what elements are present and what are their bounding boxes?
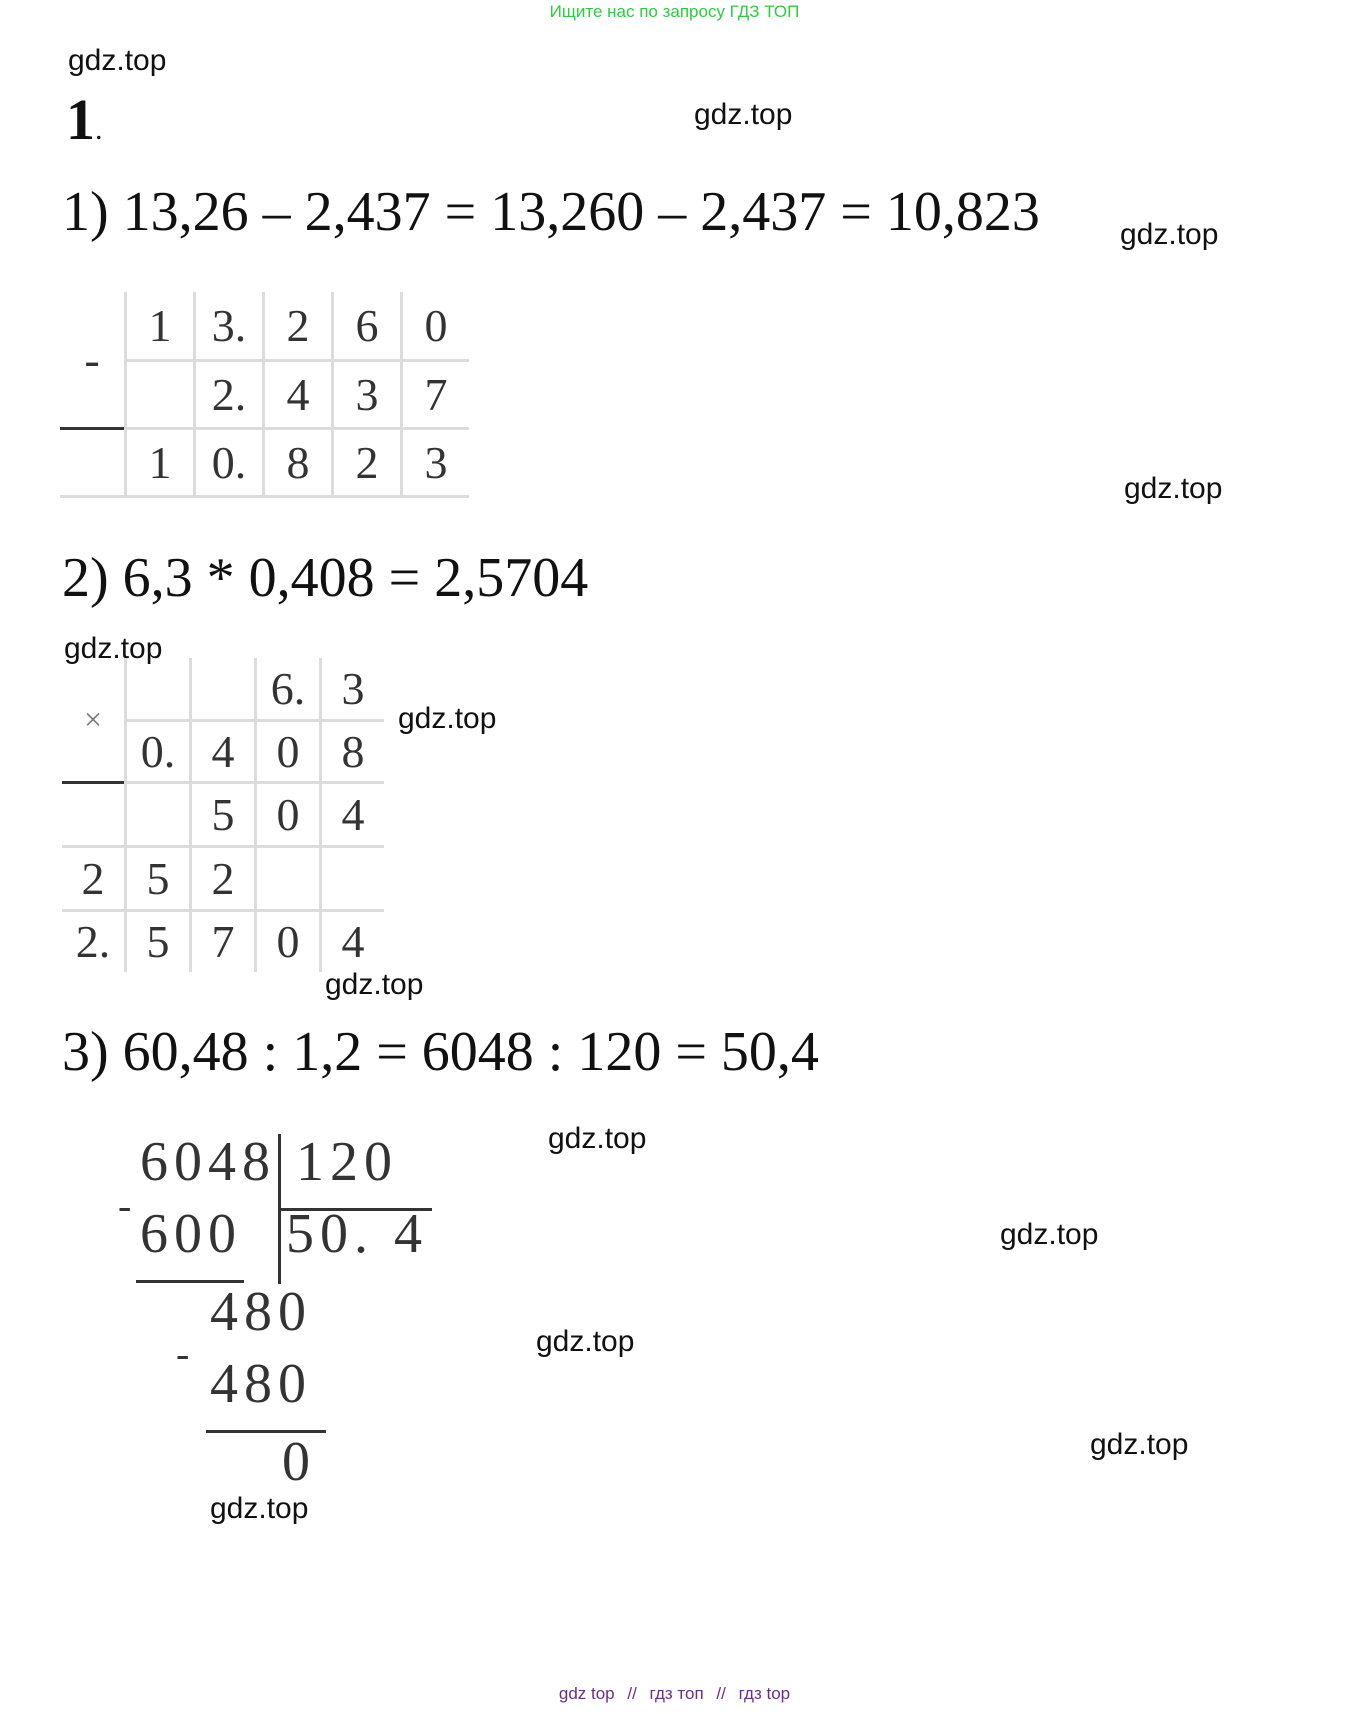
equation-3: 3) 60,48 : 1,2 = 6048 : 120 = 50,4 <box>62 1021 819 1083</box>
footer-separator: // <box>716 1684 726 1703</box>
grid-cell: 0. <box>126 720 191 782</box>
first-subtrahend: 600 <box>140 1203 242 1265</box>
grid-cell: 3 <box>402 428 470 496</box>
watermark: gdz.top <box>1120 218 1219 251</box>
footer-link[interactable]: гдз top <box>738 1684 791 1703</box>
multiplication-grid <box>62 658 384 972</box>
grid-cell: 1 <box>126 292 195 360</box>
watermark: gdz.top <box>694 98 793 131</box>
grid-cell: 7 <box>402 360 470 428</box>
watermark: gdz.top <box>398 702 497 735</box>
grid-cell: 6 <box>333 292 402 360</box>
grid-cell: 4 <box>321 782 385 846</box>
grid-cell <box>126 782 191 846</box>
grid-cell: 6. <box>256 658 321 720</box>
grid-cell: 4 <box>321 910 385 972</box>
grid-cell: 2 <box>62 846 126 910</box>
times-sign: × <box>62 658 126 782</box>
grid-cell: 8 <box>321 720 385 782</box>
final-remainder: 0 <box>282 1431 316 1493</box>
grid-cell <box>321 846 385 910</box>
subtraction-grid <box>60 292 469 498</box>
footer <box>0 1684 1349 1704</box>
grid-cell: 0 <box>256 910 321 972</box>
grid-cell <box>256 846 321 910</box>
grid-cell: 3 <box>321 658 385 720</box>
minus-sign: - <box>118 1183 138 1228</box>
task-number <box>66 86 103 153</box>
grid-cell: 4 <box>264 360 333 428</box>
watermark: gdz.top <box>548 1122 647 1155</box>
dividend: 6048 <box>140 1131 276 1193</box>
grid-cell <box>191 658 256 720</box>
grid-cell: 5 <box>126 846 191 910</box>
watermark: gdz.top <box>210 1492 309 1525</box>
grid-cell: 3. <box>195 292 264 360</box>
grid-cell: 2 <box>333 428 402 496</box>
grid-cell <box>62 782 126 846</box>
grid-cell: 0. <box>195 428 264 496</box>
watermark: gdz.top <box>1090 1428 1189 1461</box>
watermark: gdz.top <box>536 1325 635 1358</box>
footer-link[interactable]: gdz top <box>558 1684 615 1703</box>
footer-separator: // <box>627 1684 637 1703</box>
divisor: 120 <box>296 1131 398 1193</box>
equation-1: 1) 13,26 – 2,437 = 13,260 – 2,437 = 10,823 <box>62 181 1040 243</box>
grid-cell <box>126 658 191 720</box>
watermark: gdz.top <box>1124 472 1223 505</box>
second-subtrahend: 480 <box>210 1353 312 1415</box>
grid-cell <box>60 428 126 496</box>
equation-2: 2) 6,3 * 0,408 = 2,5704 <box>62 547 589 609</box>
grid-cell <box>126 360 195 428</box>
watermark: gdz.top <box>64 632 163 665</box>
task-number-dot: . <box>95 113 103 146</box>
watermark: gdz.top <box>325 968 424 1001</box>
minus-sign: - <box>60 292 126 428</box>
grid-cell: 3 <box>333 360 402 428</box>
grid-cell: 4 <box>191 720 256 782</box>
grid-cell: 2 <box>264 292 333 360</box>
footer-link[interactable]: гдз топ <box>649 1684 704 1703</box>
long-division <box>110 1130 470 1530</box>
grid-cell: 2 <box>191 846 256 910</box>
quotient: 50. 4 <box>286 1203 428 1265</box>
grid-cell: 1 <box>126 428 195 496</box>
grid-cell: 0 <box>256 782 321 846</box>
grid-cell: 2. <box>195 360 264 428</box>
minus-sign: - <box>176 1331 196 1376</box>
grid-cell: 7 <box>191 910 256 972</box>
task-number-value: 1 <box>66 87 95 152</box>
top-banner: Ищите нас по запросу ГДЗ ТОП <box>549 2 800 21</box>
grid-cell: 5 <box>126 910 191 972</box>
grid-cell: 2. <box>62 910 126 972</box>
watermark: gdz.top <box>68 44 167 77</box>
remainder-480: 480 <box>210 1281 312 1343</box>
grid-cell: 8 <box>264 428 333 496</box>
grid-cell: 5 <box>191 782 256 846</box>
grid-cell: 0 <box>256 720 321 782</box>
watermark: gdz.top <box>1000 1218 1099 1251</box>
grid-cell: 0 <box>402 292 470 360</box>
